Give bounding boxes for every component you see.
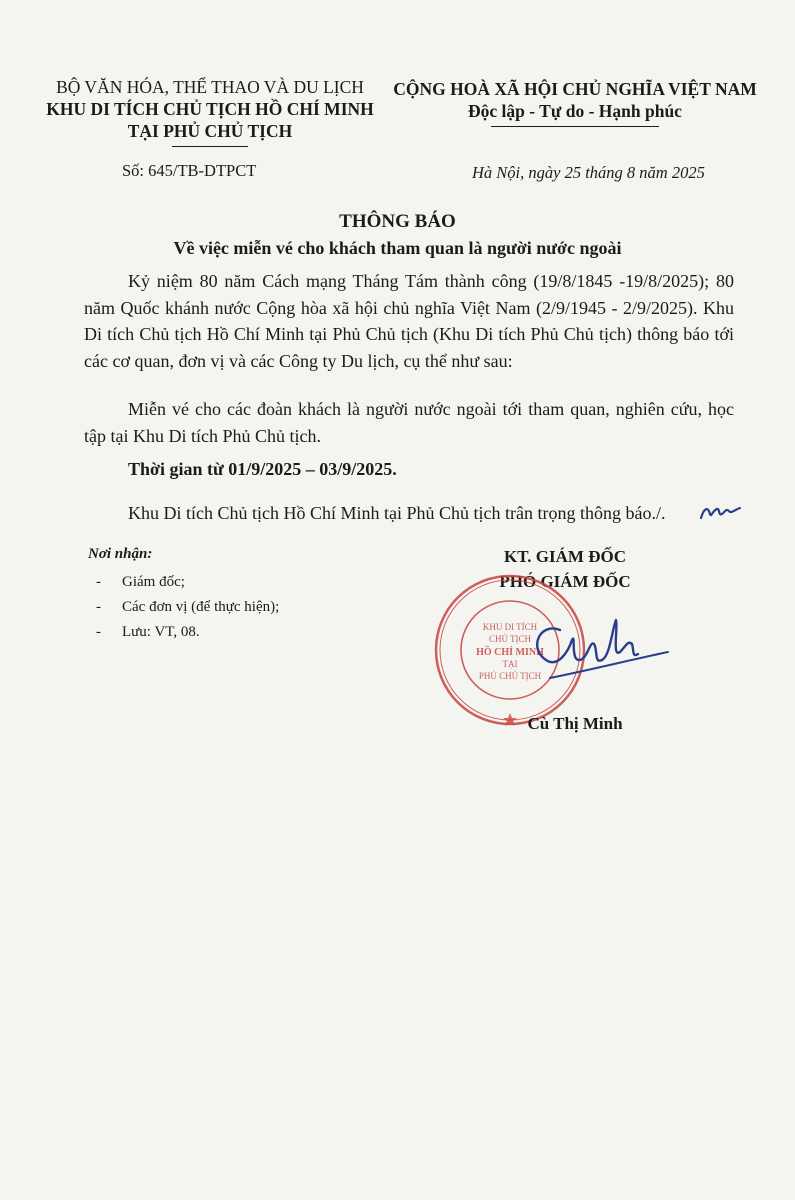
document-subject: Về việc miễn vé cho khách tham quan là người nước ngoài — [173, 238, 622, 258]
recipients-heading: Nơi nhận: — [88, 546, 153, 562]
nation-name: CỘNG HOÀ XÃ HỘI CHỦ NGHĨA VIỆT NAM — [393, 79, 757, 99]
document-number: Số: 645/TB-DTPCT — [122, 161, 257, 180]
recipients-list — [96, 570, 279, 645]
body-paragraph-2: Miễn vé cho các đoàn khách là người nước ngoài tới tham quan, nghiên cứu, học tập tại Khu Di tích Phủ Chủ tịch. — [84, 399, 734, 446]
recipient-item: - Giám đốc; — [96, 574, 185, 590]
ministry-name: BỘ VĂN HÓA, THỂ THAO VÀ DU LỊCH — [56, 77, 364, 97]
header-right-underline — [491, 126, 659, 127]
closing-statement: Khu Di tích Chủ tịch Hồ Chí Minh tại Phủ Chủ tịch trân trọng thông báo./. — [128, 503, 666, 523]
header-left-underline — [172, 146, 248, 147]
svg-text:PHỦ CHỦ TỊCH: PHỦ CHỦ TỊCH — [478, 671, 542, 681]
recipient-item: - Lưu: VT, 08. — [96, 624, 200, 640]
handwritten-signature — [520, 600, 680, 690]
document-title: THÔNG BÁO — [339, 211, 456, 232]
recipient-item: - Các đơn vị (để thực hiện); — [96, 599, 280, 615]
place-and-date: Hà Nội, ngày 25 tháng 8 năm 2025 — [472, 163, 705, 182]
svg-text:TẠI: TẠI — [502, 659, 518, 669]
initials-mark — [698, 500, 744, 524]
svg-text:HỒ CHÍ MINH: HỒ CHÍ MINH — [476, 647, 544, 658]
svg-text:CHỦ TỊCH: CHỦ TỊCH — [488, 634, 532, 644]
national-motto: Độc lập - Tự do - Hạnh phúc — [468, 101, 682, 121]
body-paragraph-1: Kỷ niệm 80 năm Cách mạng Tháng Tám thành công (19/8/1845 -19/8/2025); 80 năm Quốc khánh nước Cộng hòa xã hội chủ nghĩa Việt Nam (2/9/1945 - 2/9/2025). Khu Di tích Chủ tịch Hồ Chí Minh tại Phủ Chủ tịch (Khu Di tích Phủ Chủ tịch) thông báo tới các cơ quan, đơn vị và các Công ty Du lịch, cụ thể như sau: — [84, 271, 734, 371]
organization-location: TẠI PHỦ CHỦ TỊCH — [127, 121, 293, 141]
validity-period: Thời gian từ 01/9/2025 – 03/9/2025. — [128, 459, 397, 479]
signer-name: Cù Thị Minh — [527, 714, 623, 733]
organization-name: KHU DI TÍCH CHỦ TỊCH HỒ CHÍ MINH — [46, 99, 374, 119]
svg-text:KHU DI TÍCH: KHU DI TÍCH — [482, 622, 538, 632]
signer-title-1: KT. GIÁM ĐỐC — [504, 547, 626, 566]
signer-title-2: PHÓ GIÁM ĐỐC — [499, 572, 631, 591]
